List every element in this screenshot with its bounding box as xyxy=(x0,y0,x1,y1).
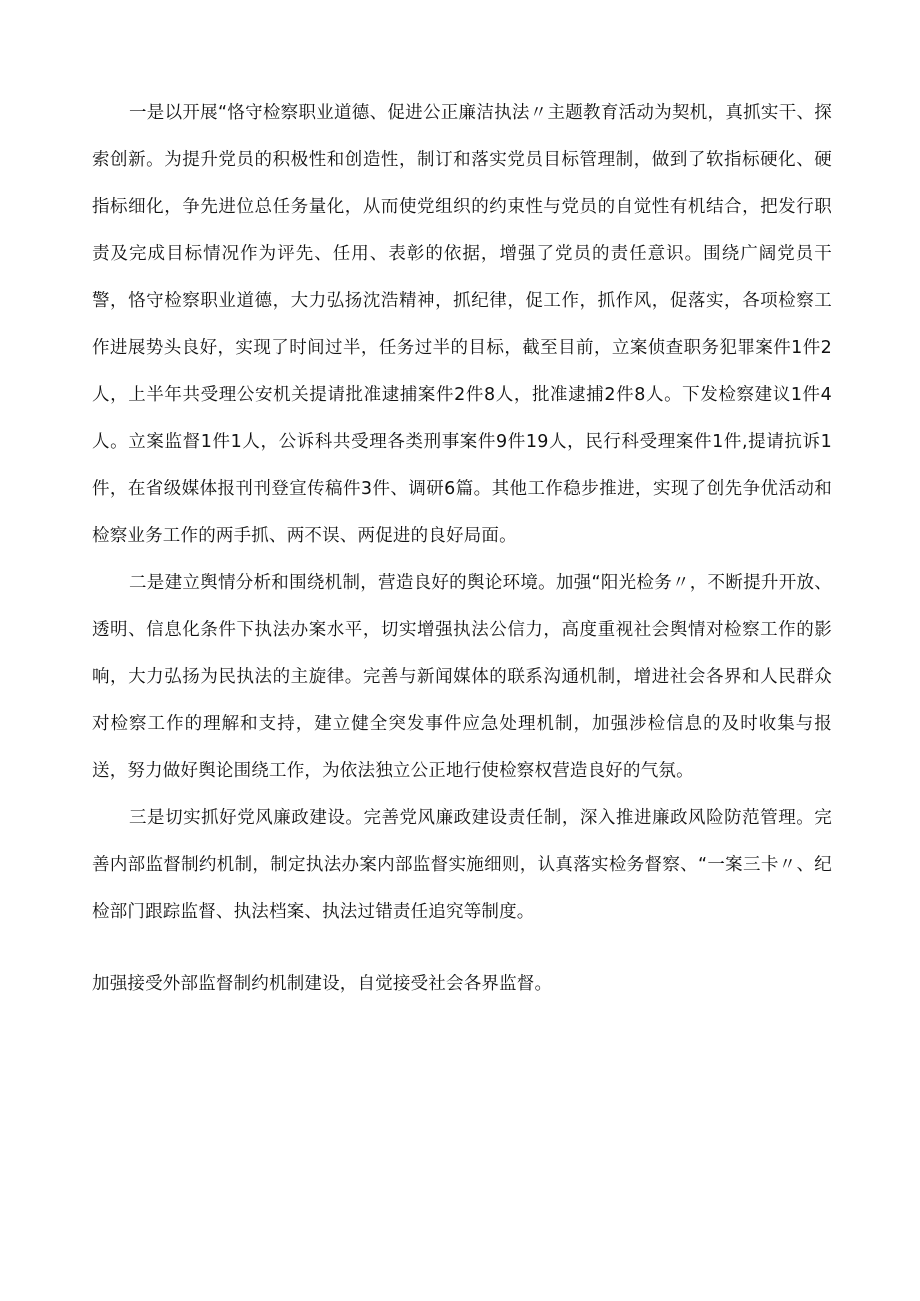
paragraph-1: 一是以开展“恪守检察职业道德、促进公正廉洁执法〃主题教育活动为契机，真抓实干、探索创新。为提升党员的积极性和创造性，制订和落实党员目标管理制，做到了软指标硬化、硬指标细化，争先进位总任务量化，从而使党组织的约束性与党员的自觉性有机结合，把发行职责及完成目标情况作为评先、任用、表彰的依据，增强了党员的责任意识。围绕广阔党员干警，恪守检察职业道德，大力弘扬沈浩精神，抓纪律，促工作，抓作风，促落实，各项检察工作进展势头良好，实现了时间过半，任务过半的目标，截至目前，立案侦查职务犯罪案件1件2人，上半年共受理公安机关提请批准逮捕案件2件8人，批准逮捕2件8人。下发检察建议1件4人。立案监督1件1人，公诉科共受理各类刑事案件9件19人，民行科受理案件1件,提请抗诉1件，在省级媒体报刊刊登宣传稿件3件、调研6篇。其他工作稳步推进，实现了创先争优活动和检察业务工作的两手抓、两不误、两促进的良好局面。 xyxy=(92,103,832,546)
paragraph-2: 二是建立舆情分析和围绕机制，营造良好的舆论环境。加强“阳光检务〃，不断提升开放、透明、信息化条件下执法办案水平，切实增强执法公信力，高度重视社会舆情对检察工作的影响，大力弘扬为民执法的主旋律。完善与新闻媒体的联系沟通机制，增进社会各界和人民群众对检察工作的理解和支持，建立健全突发事件应急处理机制，加强涉检信息的及时收集与报送，努力做好舆论围绕工作，为依法独立公正地行使检察权营造良好的气氛。 xyxy=(92,573,832,781)
paragraph-4: 加强接受外部监督制约机制建设，自觉接受社会各界监督。 xyxy=(92,974,553,994)
paragraph-3: 三是切实抓好党风廉政建设。完善党风廉政建设责任制，深入推进廉政风险防范管理。完善内部监督制约机制，制定执法办案内部监督实施细则，认真落实检务督察、“一案三卡〃、纪检部门跟踪监督、执法档案、执法过错责任追究等制度。 xyxy=(92,808,832,922)
document-body xyxy=(92,90,832,1008)
